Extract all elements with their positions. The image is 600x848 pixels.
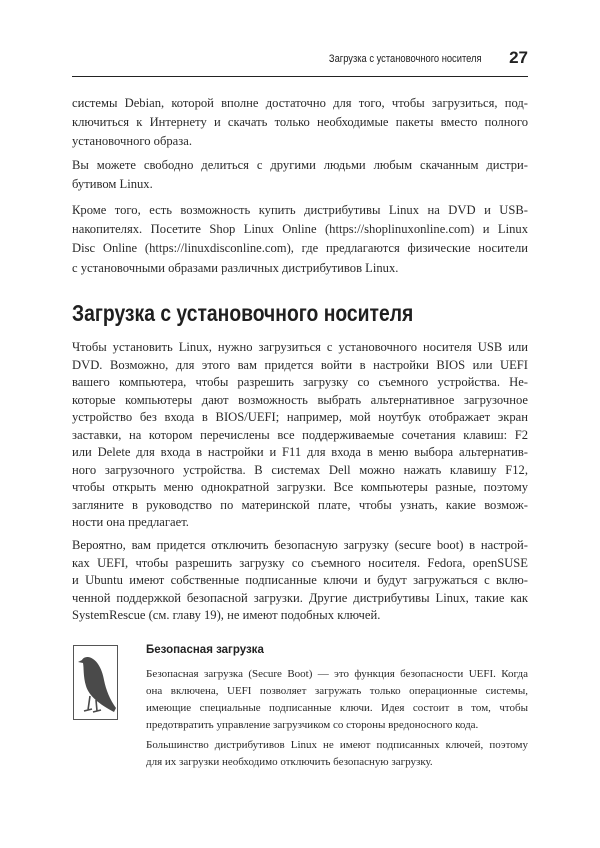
text-line: предотвратить управление загрузчиком со стороны вредоносного кода. bbox=[146, 719, 479, 731]
text-line: установочного образа. bbox=[72, 134, 192, 149]
sidebar-paragraph-2 bbox=[146, 737, 528, 771]
text-line: DVD. Возможно, для этого вам придется войти в настройки BIOS или UEFI bbox=[72, 357, 528, 372]
text-line: SystemRescue (см. главу 19), не имеют подобных ключей. bbox=[72, 608, 381, 622]
sidebar-paragraph-1 bbox=[146, 666, 528, 734]
text-line: Большинство дистрибутивов Linux не имеют подписанных ключей, поэтому bbox=[146, 739, 528, 751]
text-line: или Delete для входа в настройки и F11 для входа в меню выбора альтернатив- bbox=[72, 445, 528, 459]
text-line: имеющие специальные подписанные ключи. Идея состоит в том, чтобы bbox=[146, 702, 528, 714]
intro-paragraph-2 bbox=[72, 156, 528, 194]
text-line: с установочными образами различных дистрибутивов Linux. bbox=[72, 260, 399, 275]
text-line: ности она предлагает. bbox=[72, 515, 189, 529]
text-line: чтобы открыть меню однократной загрузки. Все компьютеры разные, поэтому bbox=[72, 480, 528, 494]
text-line: устройство без входа в BIOS/UEFI; например, мой ноутбук отображает экран bbox=[72, 410, 528, 424]
text-line: заставки, на котором перечислены все поддерживаемые сочетания клавиш: F2 bbox=[72, 427, 528, 442]
section-heading: Загрузка с установочного носителя bbox=[72, 300, 414, 326]
text-line: вашего компьютера, чтобы разрешить загрузку со съемного устройства. Не- bbox=[72, 375, 528, 389]
text-line: Чтобы установить Linux, нужно загрузиться с установочного носителя USB или bbox=[72, 340, 528, 354]
text-line: Кроме того, есть возможность купить дистрибутивы Linux на DVD и USB- bbox=[72, 203, 528, 217]
text-line: Disc Online (https://linuxdisconline.com), где предлагаются физические носители bbox=[72, 241, 528, 256]
text-line: ключиться к Интернету и скачать только необходимые пакеты вместо полного bbox=[72, 115, 528, 130]
page-header bbox=[72, 44, 528, 77]
sidebar-title: Безопасная загрузка bbox=[146, 644, 264, 656]
text-line: ках UEFI, чтобы разрешить загрузку со съемного носителя. Fedora, openSUSE bbox=[72, 555, 528, 570]
text-line: она включена, UEFI позволяет загружать только операционные системы, bbox=[146, 685, 528, 697]
running-title: Загрузка с установочного носителя bbox=[329, 53, 482, 65]
text-line: и Ubuntu имеют собственные подписанные ключи и будут загружаться с вклю- bbox=[72, 573, 528, 587]
text-line: ченной поддержкой безопасной загрузки. Другие дистрибутивы Linux, такие как bbox=[72, 590, 528, 605]
text-line: ного загрузочного устройства. В системах Dell можно нажать клавишу F12, bbox=[72, 462, 528, 477]
text-line: которые компьютеры дают возможность выбрать альтернативное загрузочное bbox=[72, 392, 528, 407]
text-line: для их загрузки необходимо отключить безопасную загрузку. bbox=[146, 756, 433, 768]
text-line: Вероятно, вам придется отключить безопасную загрузку (secure boot) в настрой- bbox=[72, 538, 528, 552]
page-number: 27 bbox=[509, 48, 528, 67]
section-paragraph-2 bbox=[72, 537, 528, 625]
intro-paragraph-1 bbox=[72, 94, 528, 152]
text-line: бутивом Linux. bbox=[72, 177, 153, 192]
text-line: системы Debian, которой вполне достаточно для того, чтобы загрузиться, под- bbox=[72, 96, 528, 110]
section-paragraph-1 bbox=[72, 339, 528, 532]
text-line: Вы можете свободно делиться с другими людьми любым скачанным дистри- bbox=[72, 158, 528, 172]
text-line: Безопасная загрузка (Secure Boot) — это функция безопасности UEFI. Когда bbox=[146, 668, 528, 680]
intro-paragraph-3 bbox=[72, 201, 528, 278]
text-line: загляните в руководство по материнской плате, чтобы узнать, какие возмож- bbox=[72, 497, 528, 512]
crow-icon bbox=[73, 645, 118, 720]
text-line: накопителях. Посетите Shop Linux Online (https://shoplinuxonline.com) и Linux bbox=[72, 222, 528, 237]
